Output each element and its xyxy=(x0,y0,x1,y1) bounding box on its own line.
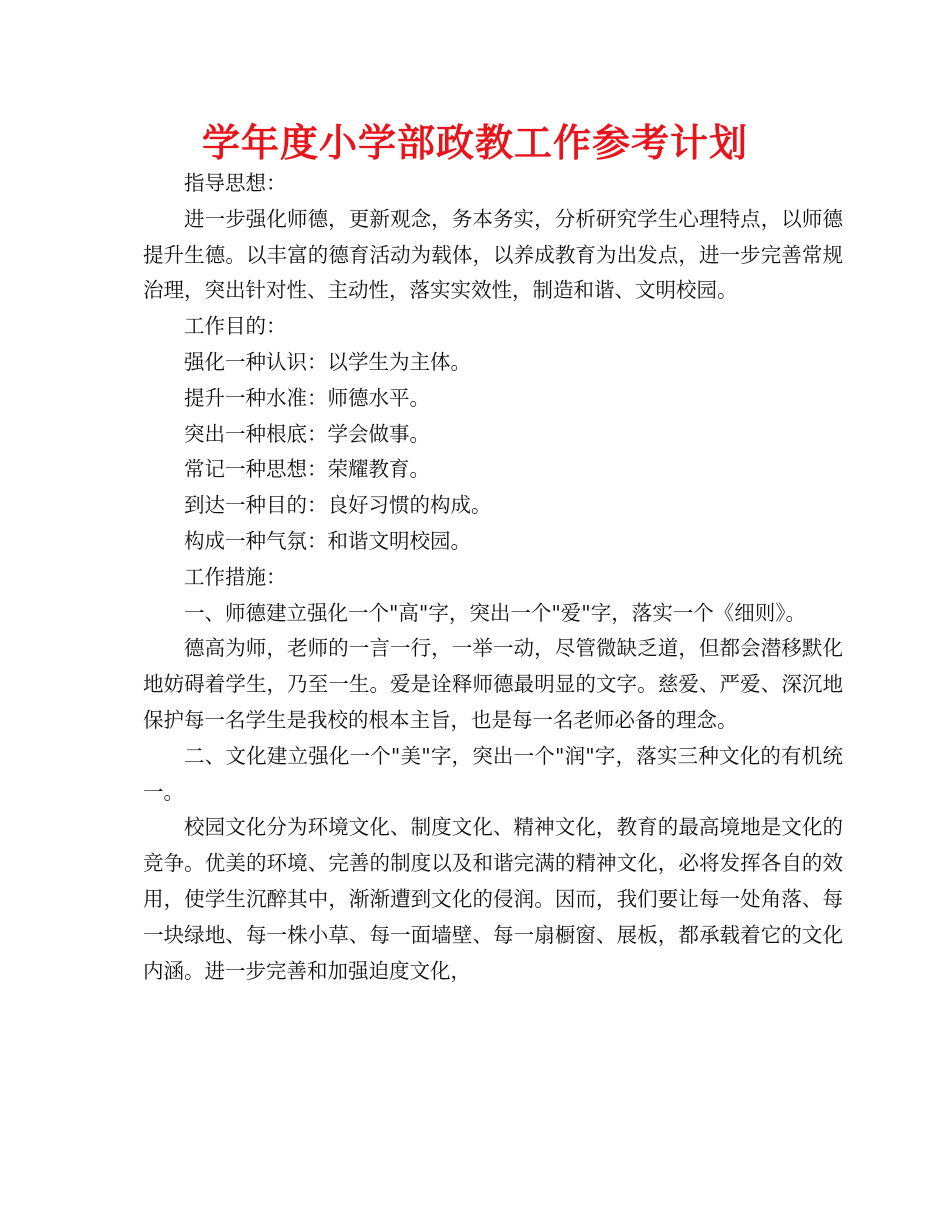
paragraph-goal-2: 提升一种水准：师德水平。 xyxy=(184,385,430,410)
paragraph-goal-3: 突出一种根底：学会做事。 xyxy=(184,421,430,446)
paragraph-work-goal-heading: 工作目的： xyxy=(184,314,287,339)
paragraph-measure-1-body: 德高为师，老师的一言一行，一举一动，尽管微缺乏道，但都会潜移默化地妨碍着学生，乃至一生。爱是诠释师德最明显的文字。慈爱、严爱、深沉地保护每一名学生是我校的根本主旨，也是每一名老师必备的理念。 xyxy=(143,636,843,732)
paragraph-work-measures-heading: 工作措施： xyxy=(184,564,287,589)
paragraph-goal-4: 常记一种思想：荣耀教育。 xyxy=(184,457,430,482)
paragraph-goal-6: 构成一种气氛：和谐文明校园。 xyxy=(184,528,471,553)
paragraph-measure-1-heading: 一、师德建立强化一个"高"字，突出一个"爱"字，落实一个《细则》。 xyxy=(184,600,806,625)
paragraph-goal-5: 到达一种目的：良好习惯的构成。 xyxy=(184,493,492,518)
document-title: 学年度小学部政教工作参考计划 xyxy=(201,121,748,165)
document-body xyxy=(143,166,843,989)
paragraph-guiding-thought: 进一步强化师德，更新观念，务本务实，分析研究学生心理特点，以师德提升生德。以丰富的德育活动为载体，以养成教育为出发点，进一步完善常规治理，突出针对性、主动性，落实实效性，制造和谐、文明校园。 xyxy=(143,206,843,303)
paragraph-measure-2-heading: 二、文化建立强化一个"美"字，突出一个"润"字，落实三种文化的有机统一。 xyxy=(143,743,843,804)
paragraph-guiding-thought-heading: 指导思想： xyxy=(184,171,287,195)
paragraph-goal-1: 强化一种认识：以学生为主体。 xyxy=(184,349,471,374)
paragraph-measure-2-body: 校园文化分为环境文化、制度文化、精神文化，教育的最高境地是文化的竞争。优美的环境、完善的制度以及和谐完满的精神文化，必将发挥各自的效用，使学生沉醉其中，渐渐遭到文化的侵润。因而，我们要让每一处角落、每一块绿地、每一株小草、每一面墙壁、每一扇橱窗、展板，都承载着它的文化内涵。进一步完善和加强迫度文化， xyxy=(143,815,843,983)
